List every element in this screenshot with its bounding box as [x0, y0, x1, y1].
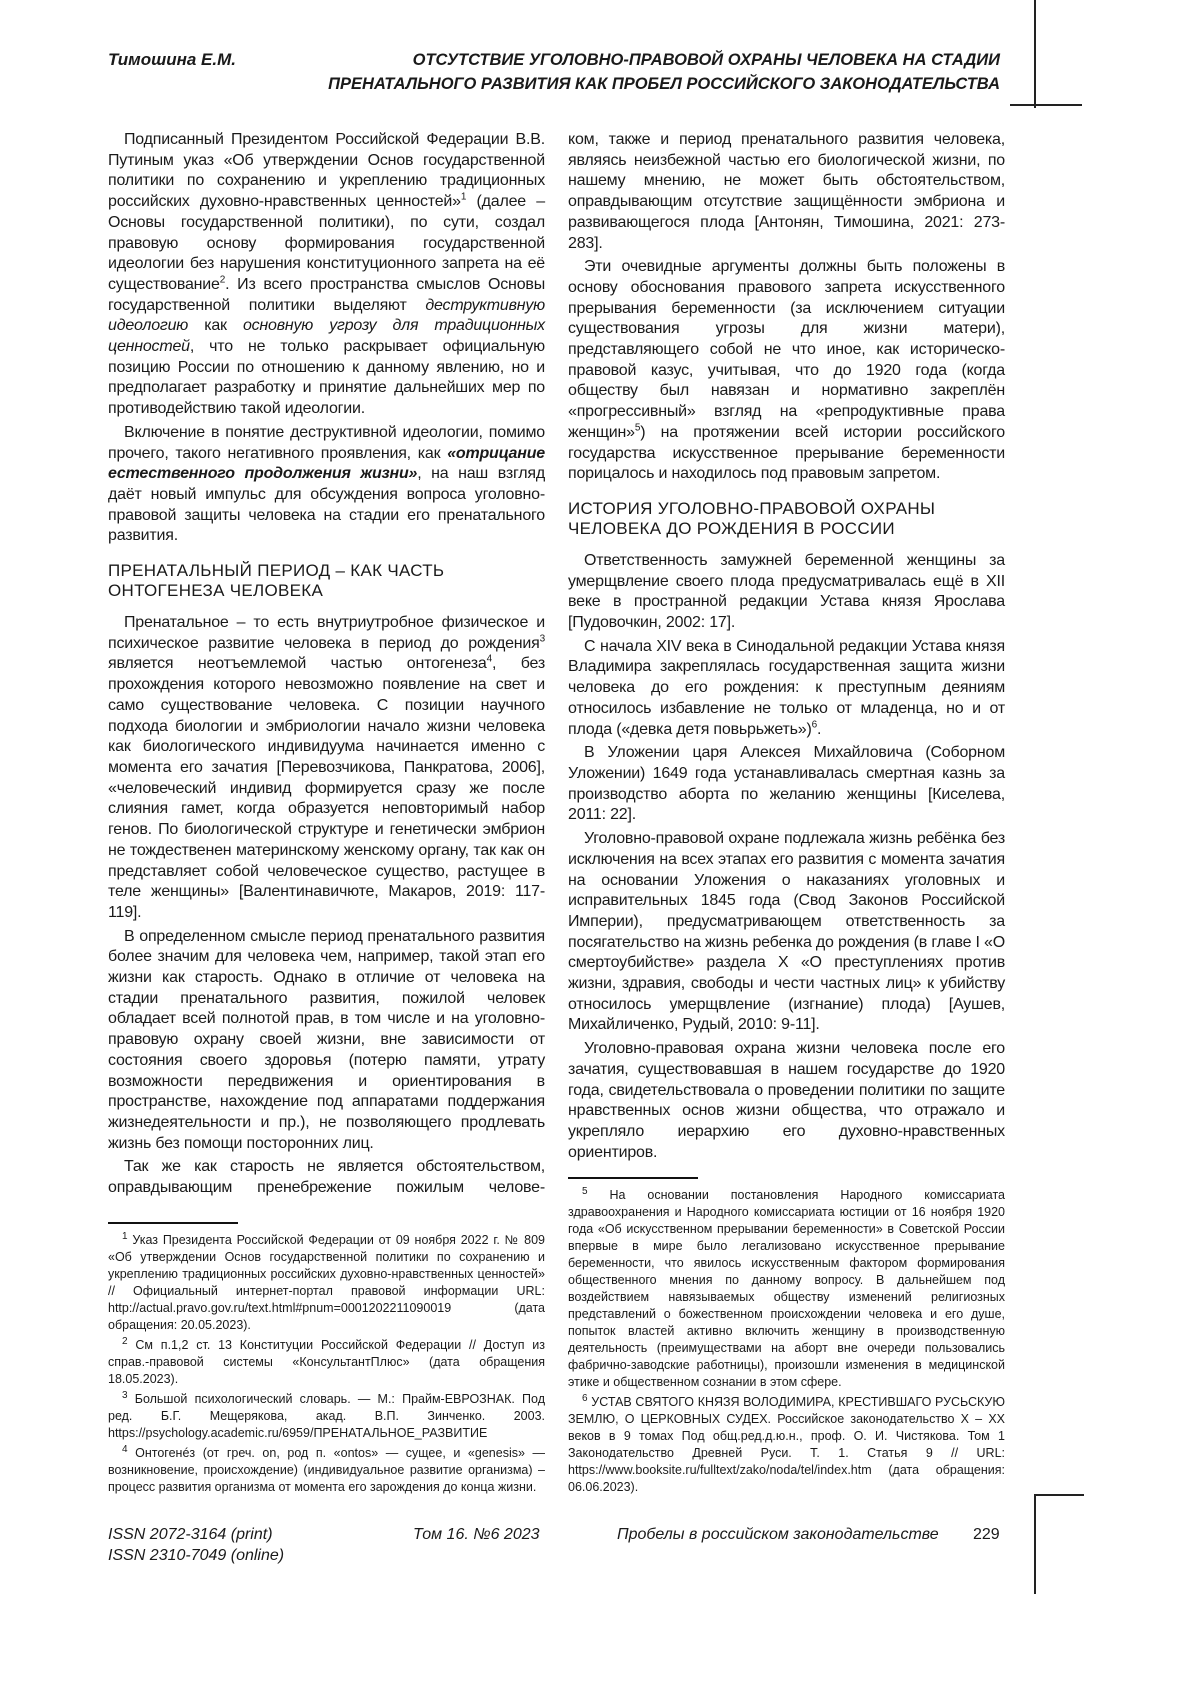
right-footnotes	[568, 1163, 1005, 1499]
footer-journal: Пробелы в российском законодательстве	[617, 1524, 939, 1545]
section-heading: ПРЕНАТАЛЬНЫЙ ПЕРИОД – КАК ЧАСТЬ ОНТОГЕНЕЗА ЧЕЛОВЕКА	[108, 561, 545, 601]
footnote: 2 См п.1,2 ст. 13 Конституции Российской Федерации // Доступ из справ.-правовой системы «КонсультантПлюс» (дата обращения 18.05.2023).	[108, 1337, 545, 1388]
footnote-ref: 2	[220, 275, 225, 286]
paragraph: Уголовно-правовая охрана жизни человека после его зачатия, существовавшая в нашем государстве до 1920 года, свидетельствовала о проведении политики по защите нравственных основ жизни общества, что отражало и укрепляло иерархию его духовно-нравственных ориентиров.	[568, 1039, 1005, 1163]
paragraph: Ответственность замужней беременной женщины за умерщвление своего плода предусматривалась ещё в XII веке в пространной редакции Устава князя Ярослава [Пудовочкин, 2002: 17].	[568, 551, 1005, 634]
footnote: 1 Указ Президента Российской Федерации от 09 ноября 2022 г. № 809 «Об утверждении Основ государственной политики по сохранению и укреплению традиционных российских духовно-нравственных ценностей» // Официальный интернет-портал правовой информации URL: http://actual.pravo.gov.ru/text.html#pnum=0001202211090019 (дата обращения: 20.05.2023).	[108, 1232, 545, 1334]
header-title-line: ПРЕНАТАЛЬНОГО РАЗВИТИЯ КАК ПРОБЕЛ РОССИЙСКОГО ЗАКОНОДАТЕЛЬСТВА	[328, 72, 1000, 96]
footer-volume: Том 16. №6 2023	[413, 1524, 540, 1545]
paragraph: Пренатальное – то есть внутриутробное физическое и психическое развитие человека в период до рождения3 является неотъемлемой частью онтогенеза4, без прохождения которого невозможно появление на свет и само существование человека. С позиции научного подхода биологии и эмбриологии начало жизни человека как биологического индивидуума начинается именно с момента его зачатия [Перевозчикова, Панкратова, 2006], «человеческий индивид формируется сразу же после слияния гамет, когда образуется неповторимый набор генов. По биологической структуре и генетически эмбрион не тождественен материнскому женскому органу, так как он представляет собой человеческое существо, растущее в теле женщины» [Валентинавичюте, Макаров, 2019: 117-119].	[108, 613, 545, 924]
page-number: 229	[973, 1524, 1000, 1545]
footnote-ref: 1	[461, 192, 466, 203]
header-horizontal-rule	[1010, 104, 1082, 106]
footnote-rule	[108, 1222, 238, 1224]
footnote-ref: 5	[635, 423, 640, 434]
left-column	[108, 130, 545, 1199]
footer-horizontal-rule	[1034, 1494, 1084, 1496]
paragraph: Включение в понятие деструктивной идеологии, помимо прочего, такого негативного проявления, как «отрицание естественного продолжения жизни», на наш взгляд даёт новый импульс для обсуждения вопроса уголовно-правовой защиты человека на стадии его пренатального развития.	[108, 423, 545, 547]
page-body	[108, 0, 1005, 1584]
footnote: 5 На основании постановления Народного комиссариата здравоохранения и Народного комиссариата юстиции от 16 ноября 1920 года «Об искусственном прерывании беременности» в Советской России впервые в мире было легализовано искусственное прерывание беременности, что явилось искусственным фактором формирования общественного мнения по данному вопросу. В дальнейшем под воздействием навязываемых обществу изменений религиозных представлений о божественном происхождении человека и его душе, попыток властей активно включить женщину в производственную деятельность (преимуществами на аборт вне очереди пользовались фабрично-заводские работницы), произошли изменения в медицинской этике и общественном сознании в этом сфере.	[568, 1187, 1005, 1391]
paragraph: ком, также и период пренатального развития человека, являясь неизбежной частью его биологической жизни, по нашему мнению, не может быть обстоятельством, оправдывающим отсутствие защищённости эмбриона и развивающегося плода [Антонян, Тимошина, 2021: 273-283].	[568, 130, 1005, 254]
header-title-line: ОТСУТСТВИЕ УГОЛОВНО-ПРАВОВОЙ ОХРАНЫ ЧЕЛОВЕКА НА СТАДИИ	[328, 48, 1000, 72]
footer-vertical-rule	[1034, 1494, 1036, 1594]
left-footnotes	[108, 1208, 545, 1499]
paragraph: В Уложении царя Алексея Михайловича (Соборном Уложении) 1649 года устанавливалась смертная казнь за производство аборта по желанию женщины [Киселева, 2011: 22].	[568, 743, 1005, 826]
paragraph: Подписанный Президентом Российской Федерации В.В. Путиным указ «Об утверждении Основ государственной политики по сохранению и укреплению традиционных российских духовно-нравственных ценностей»1 (далее – Основы государственной политики), по сути, создал правовую основу формирования государственной идеологии без нарушения конституционного запрета на её существование2. Из всего пространства смыслов Основы государственной политики выделяют деструктивную идеологию как основную угрозу для традиционных ценностей, что не только раскрывает официальную позицию России по отношению к данному явлению, но и предполагает разработку и принятие дальнейших мер по противодействию такой идеологии.	[108, 130, 545, 420]
right-column	[568, 130, 1005, 1163]
section-heading: ИСТОРИЯ УГОЛОВНО-ПРАВОВОЙ ОХРАНЫ ЧЕЛОВЕКА ДО РОЖДЕНИЯ В РОССИИ	[568, 499, 1005, 539]
running-header-author: Тимошина Е.М.	[108, 50, 236, 70]
right-side	[568, 130, 1005, 1499]
footnote-rule	[568, 1177, 698, 1179]
footnote-ref: 4	[487, 654, 492, 665]
header-vertical-rule	[1034, 0, 1036, 108]
footnote: 3 Большой психологический словарь. — М.: Прайм-ЕВРОЗНАК. Под ред. Б.Г. Мещерякова, акад. В.П. Зинченко. 2003. https://psychology.academic.ru/6959/ПРЕНАТАЛЬНОЕ_РАЗВИТИЕ	[108, 1391, 545, 1442]
paragraph: С начала XIV века в Синодальной редакции Устава князя Владимира закреплялась государственная защита жизни человека до его рождения: к преступным деяниям относилось избавление не только от младенца, но и от плода («девка детя повьрьжеть»)6.	[568, 637, 1005, 741]
columns	[108, 130, 1005, 1499]
footer-issn: ISSN 2072-3164 (print) ISSN 2310-7049 (online)	[108, 1524, 284, 1566]
footnote: 4 Онтогенéз (от греч. on, род п. «ontos» — сущее, и «genesis» — возникновение, происхождение) (индивидуальное развитие организма) – процесс развития организма от момента его зарождения до конца жизни.	[108, 1445, 545, 1496]
paragraph: Эти очевидные аргументы должны быть положены в основу обоснования правового запрета искусственного прерывания беременности (за исключением ситуации существования угрозы для жизни матери), представляющего собой не что иное, как историческо-правовой казус, учитывая, что до 1920 года (когда обществу был навязан и нормативно закреплён «прогрессивный» взгляд на «репродуктивные права женщин»5) на протяжении всей истории российского государства искусственное прерывание беременности порицалось и находилось под правовым запретом.	[568, 257, 1005, 485]
paragraph: Уголовно-правовой охране подлежала жизнь ребёнка без исключения на всех этапах его развития с момента зачатия на основании Уложения о наказаниях уголовных и исправительных 1845 года (Свод Законов Российской Империи), предусматривающем ответственность за посягательство на жизнь ребенка до рождения (в главе I «О смертоубийстве» раздела X «О преступлениях против жизни, здравия, свободы и чести частных лиц» к убийству относилось умерщвление (изгнание) плода) [Аушев, Михайличенко, Рудый, 2010: 9-11].	[568, 829, 1005, 1036]
footnote-ref: 3	[540, 633, 545, 644]
paragraph: Так же как старость не является обстоятельством, оправдывающим пренебрежение пожилым челове-	[108, 1157, 545, 1198]
footnote-ref: 6	[812, 719, 817, 730]
left-side	[108, 130, 545, 1499]
footnote: 6 УСТАВ СВЯТОГО КНЯЗЯ ВОЛОДИМИРА, КРЕСТИВШАГО РУСЬСКУЮ ЗЕМЛЮ, О ЦЕРКОВНЫХ СУДЕХ. Российское законодательство X – XX веков в 9 томах Под общ.ред.д.ю.н., проф. О. И. Чистякова. Том 1 Законодательство Древней Руси. Т. 1. Статья 9 // URL: https://www.booksite.ru/fulltext/zako/noda/tel/index.htm (дата обращения: 06.06.2023).	[568, 1394, 1005, 1496]
paragraph: В определенном смысле период пренатального развития более значим для человека чем, например, такой этап его жизни как старость. Однако в отличие от человека на стадии пренатального развития, пожилой человек обладает всей полнотой прав, в том числе и на уголовно-правовую охрану своей жизни, вне зависимости от состояния своего здоровья (потерю памяти, утрату возможности передвижения и ориентирования в пространстве, нахождение под аппаратами поддержания жизнедеятельности и пр.), не позволяющего продлевать жизнь без помощи посторонних лиц.	[108, 927, 545, 1155]
footer	[108, 1524, 1005, 1584]
